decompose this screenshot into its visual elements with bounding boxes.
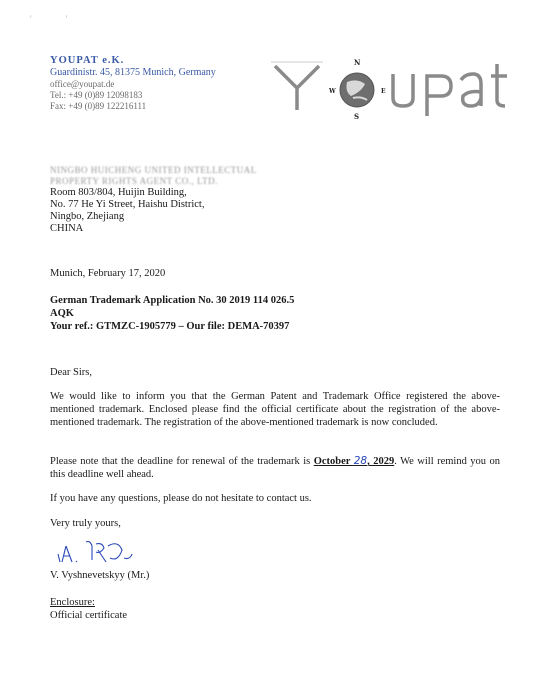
renewal-deadline — [314, 456, 394, 467]
subject-references: Your ref.: GTMZC-1905779 – Our file: DEMA-70397 — [50, 321, 290, 332]
subject-application-number: German Trademark Application No. 30 2019 114 026.5 — [50, 295, 295, 306]
paragraph-renewal — [50, 455, 500, 481]
salutation: Dear Sirs, — [50, 367, 92, 378]
enclosure-item: Official certificate — [50, 610, 128, 621]
compass-n: N — [354, 58, 361, 67]
recipient-address-line: Ningbo, Zhejiang — [50, 211, 125, 222]
paragraph-contact: If you have any questions, please do not hesitate to contact us. — [50, 493, 312, 504]
recipient-address-line: Room 803/804, Huijin Building, — [50, 187, 187, 198]
renewal-text-after: . We will remind you on this deadline well ahead. — [50, 456, 500, 480]
recipient-name-line1: NINGBO HUICHENG UNITED INTELLECTUAL — [50, 165, 257, 175]
deadline-month: October — [313, 456, 354, 467]
sender-fax: Fax: +49 (0)89 122216111 — [50, 101, 147, 111]
compass-e: E — [381, 88, 386, 95]
recipient-address-line: No. 77 He Yi Street, Haishu District, — [50, 199, 205, 210]
closing: Very truly yours, — [50, 518, 121, 529]
recipient-name-line2: PROPERTY RIGHTS AGENT CO., LTD. — [50, 176, 218, 186]
deadline-year: , 2029 — [367, 456, 395, 467]
enclosure-label: Enclosure: — [50, 597, 95, 608]
compass-w: W — [329, 88, 336, 95]
paragraph-registration: We would like to inform you that the German Patent and Trademark Office registered the above-mentioned trademark. Enclosed please find the official certificate about the registration of the above-mentioned trademark. The registration of the above-mentioned trademark is now concluded. — [50, 391, 500, 428]
letter-date: Munich, February 17, 2020 — [50, 268, 166, 279]
youpat-logo — [265, 52, 515, 122]
signer-name: V. Vyshnevetskyy (Mr.) — [50, 570, 150, 581]
recipient-block — [50, 165, 257, 235]
sender-street: Guardinistr. 45, 81375 Munich, Germany — [50, 67, 216, 78]
recipient-address-line: CHINA — [50, 223, 84, 234]
handwritten-signature — [52, 536, 152, 568]
scan-mark: ' ' — [30, 14, 84, 24]
renewal-text-before: Please note that the deadline for renewal of the trademark is — [50, 456, 314, 467]
enclosure-block — [50, 596, 127, 622]
sender-email: office@youpat.de — [50, 79, 115, 89]
subject-mark: AQK — [50, 308, 74, 319]
compass-s: S — [354, 112, 360, 121]
sender-company: YOUPAT e.K. — [50, 55, 125, 66]
subject-block — [50, 294, 294, 333]
sender-tel: Tel.: +49 (0)89 12098183 — [50, 90, 143, 100]
deadline-day-handwritten: 28 — [353, 455, 368, 467]
sender-block — [50, 55, 216, 112]
